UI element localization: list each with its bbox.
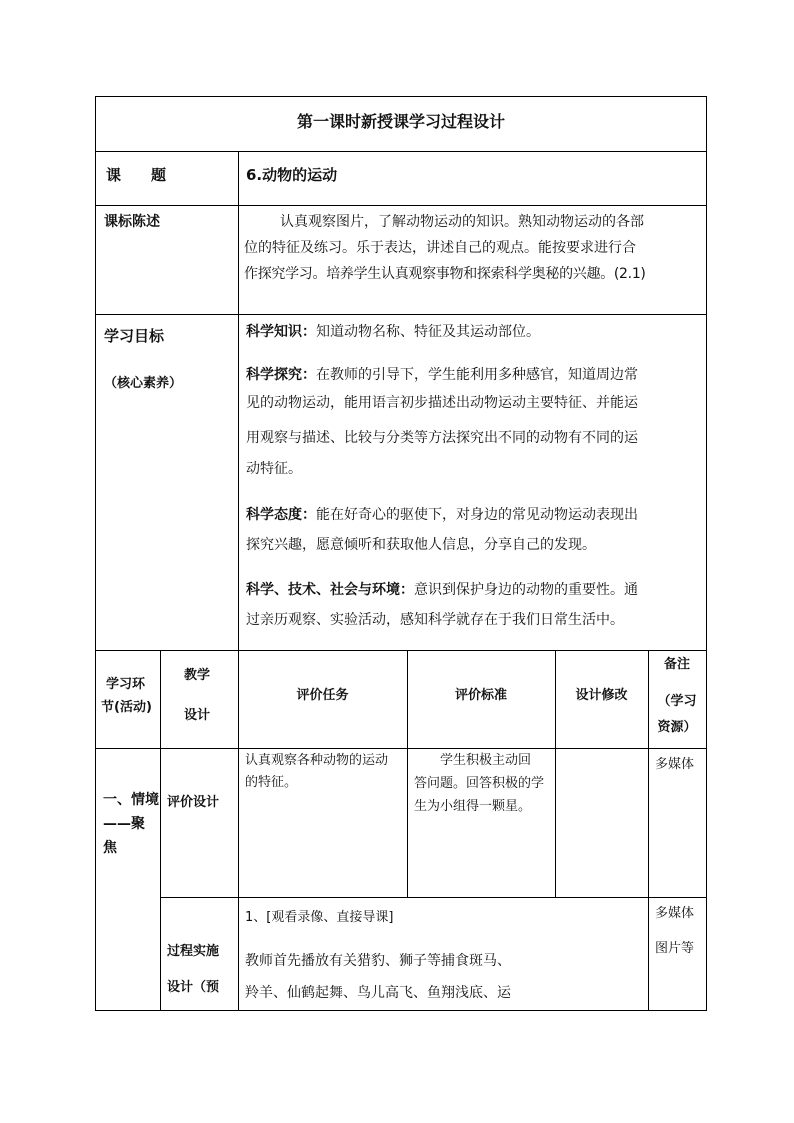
- header-criteria: 评价标准: [454, 688, 507, 703]
- design-line: 设计（预: [167, 980, 220, 995]
- goal-text: 在教师的引导下，学生能利用多种感官，知道周边常: [316, 367, 638, 383]
- header-notes-line: （学习: [657, 694, 697, 709]
- task-line: 教师首先播放有关猎豹、狮子等捕食斑马、: [245, 953, 511, 969]
- standard-line: 作探究学习。培养学生认真观察事物和探索科学奥秘的兴趣。(2.1): [244, 266, 646, 282]
- goal-line: 探究兴趣，愿意倾听和获取他人信息，分享自己的发现。: [246, 537, 596, 553]
- goal-heading: 科学知识：: [246, 324, 316, 340]
- header-stage-line: 学习环: [106, 677, 146, 692]
- row-divider: [95, 748, 707, 749]
- row-divider: [95, 314, 707, 315]
- criteria-line: 答问题。回答积极的学: [414, 776, 545, 791]
- header-notes-line: 备注: [663, 657, 690, 672]
- notes-line: 多媒体: [655, 906, 695, 921]
- topic-value: 6.动物的运动: [246, 166, 338, 184]
- table-border-bottom: [95, 1010, 707, 1011]
- row1-notes: 多媒体: [655, 757, 695, 772]
- table-border-top: [95, 96, 707, 97]
- goal-line: [246, 363, 638, 387]
- task-line: 羚羊、仙鹤起舞、鸟儿高飞、鱼翔浅底、运: [245, 985, 511, 1001]
- task-line: 的特征。: [245, 775, 298, 790]
- goal-line: 动特征。: [246, 461, 302, 477]
- row-divider: [95, 205, 707, 206]
- column-divider: [238, 151, 239, 651]
- row1-design: 评价设计: [167, 795, 220, 810]
- goal-heading: 科学态度：: [246, 507, 316, 523]
- goal-text: 知道动物名称、特征及其运动部位。: [316, 324, 540, 340]
- goal-line: 见的动物运动，能用语言初步描述出动物运动主要特征、并能运: [246, 395, 638, 411]
- row-divider: [95, 151, 707, 152]
- table-border-left: [95, 96, 96, 1011]
- goal-line: 过亲历观察、实验活动，感知科学就存在于我们日常生活中。: [246, 612, 624, 628]
- criteria-line: 学生积极主动回: [440, 753, 532, 768]
- table-border-right: [706, 96, 707, 1011]
- task-line: 认真观察各种动物的运动: [245, 753, 389, 768]
- topic-label: 课 题: [106, 166, 167, 184]
- design-line: 过程实施: [167, 944, 220, 959]
- goal-line: 用观察与描述、比较与分类等方法探究出不同的动物有不同的运: [246, 430, 638, 446]
- stage-line: 一、情境: [103, 792, 159, 808]
- row-divider: [160, 897, 707, 898]
- goal-text: 意识到保护身边的动物的重要性。通: [414, 582, 638, 598]
- goals-sublabel: （核心素养）: [104, 376, 183, 391]
- header-design-line: 教学: [184, 668, 211, 683]
- goals-label: 学习目标: [104, 327, 165, 345]
- header-task: 评价任务: [296, 688, 349, 703]
- standard-line: 认真观察图片，了解动物运动的知识。熟知动物运动的各部: [280, 214, 644, 230]
- row-divider: [95, 650, 707, 651]
- goal-heading: 科学探究：: [246, 367, 316, 383]
- goal-text: 能在好奇心的驱使下，对身边的常见动物运动表现出: [316, 507, 638, 523]
- standard-line: 位的特征及练习。乐于表达，讲述自己的观点。能按要求进行合: [244, 240, 636, 256]
- goal-line: [246, 320, 540, 344]
- notes-line: 图片等: [655, 941, 695, 956]
- stage-line: 焦: [103, 840, 117, 856]
- header-stage-line: 节(活动): [101, 700, 152, 715]
- task-line: 1、[观看录像、直接导课]: [245, 910, 394, 925]
- goal-heading: 科学、技术、社会与环境：: [246, 582, 414, 598]
- header-revise: 设计修改: [575, 688, 628, 703]
- page-title: 第一课时新授课学习过程设计: [296, 112, 505, 131]
- header-notes-line: 资源）: [657, 720, 697, 735]
- standard-label: 课标陈述: [104, 214, 160, 230]
- goal-line: [246, 578, 638, 602]
- column-divider: [238, 650, 239, 1011]
- stage-line: ——聚: [103, 816, 145, 832]
- goal-line: [246, 503, 638, 527]
- header-design-line: 设计: [184, 708, 211, 723]
- criteria-line: 生为小组得一颗星。: [414, 799, 532, 814]
- column-divider: [160, 650, 161, 1011]
